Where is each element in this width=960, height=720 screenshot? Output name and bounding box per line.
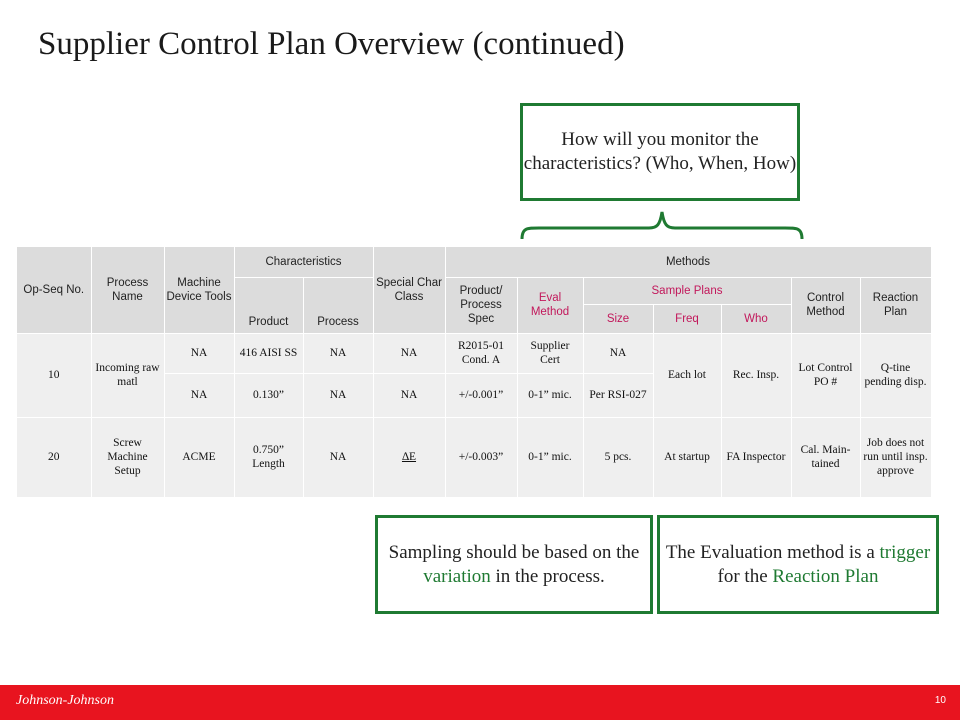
cell-control: Lot Control PO #: [791, 333, 860, 417]
cell-product: 0.750” Length: [234, 417, 303, 497]
cell-special: NA: [373, 373, 445, 417]
cell-spec: +/-0.001”: [445, 373, 517, 417]
cell-freq: At startup: [653, 417, 721, 497]
cell-machine: ACME: [164, 417, 234, 497]
callout-evaluation-text: [660, 541, 936, 589]
callout-sampling-highlight: variation: [423, 565, 491, 587]
footer-bar: [0, 685, 960, 720]
cell-who: Rec. Insp.: [721, 333, 791, 417]
cell-reaction: Q-tine pending disp.: [860, 333, 931, 417]
header-freq: Freq: [653, 304, 721, 333]
header-machine: Machine Device Tools: [164, 247, 234, 333]
callout-monitor-text: How will you monitor the characteristics? (Who, When, How): [523, 129, 797, 174]
cell-name: Screw Machine Setup: [91, 417, 164, 497]
header-eval-method: Eval Method: [517, 277, 583, 333]
header-special-char: Special Char Class: [373, 247, 445, 333]
cell-freq: Each lot: [653, 333, 721, 417]
cell-product: 0.130”: [234, 373, 303, 417]
cell-control: Cal. Main-tained: [791, 417, 860, 497]
callout-sampling-part2: in the process.: [490, 565, 605, 587]
callout-sampling-text: [378, 541, 650, 589]
cell-reaction: Job does not run until insp. approve: [860, 417, 931, 497]
header-size: Size: [583, 304, 653, 333]
cell-process: NA: [303, 373, 373, 417]
header-spec: Product/ Process Spec: [445, 277, 517, 333]
header-reaction-plan: Reaction Plan: [860, 277, 931, 333]
header-process: Process: [303, 277, 373, 333]
cell-op: 10: [17, 333, 91, 417]
cell-spec: +/-0.003”: [445, 417, 517, 497]
cell-size: NA: [583, 333, 653, 373]
cell-op: 20: [17, 417, 91, 497]
callout-eval-part1: The Evaluation method is a: [665, 541, 880, 563]
callout-eval-highlight1: trigger: [879, 541, 931, 563]
cell-eval: Supplier Cert: [517, 333, 583, 373]
cell-process: NA: [303, 417, 373, 497]
control-plan-table: [17, 247, 932, 498]
callout-monitor: [520, 103, 800, 201]
callout-eval-highlight2: Reaction Plan: [772, 565, 879, 587]
header-process-name: Process Name: [91, 247, 164, 333]
header-sample-plans: Sample Plans: [583, 277, 791, 304]
callout-eval-part2: for the: [717, 565, 773, 587]
header-control-method: Control Method: [791, 277, 860, 333]
header-who: Who: [721, 304, 791, 333]
cell-who: FA Inspector: [721, 417, 791, 497]
header-product: Product: [234, 277, 303, 333]
callout-sampling-part1: Sampling should be based on the: [388, 541, 640, 563]
callout-sampling: [375, 515, 653, 614]
cell-process: NA: [303, 333, 373, 373]
cell-machine: NA: [164, 373, 234, 417]
cell-special: ∆E: [373, 417, 445, 497]
cell-spec: R2015-01 Cond. A: [445, 333, 517, 373]
cell-special: NA: [373, 333, 445, 373]
bracket-icon: [519, 208, 805, 242]
cell-eval: 0-1” mic.: [517, 417, 583, 497]
cell-size: Per RSI-027: [583, 373, 653, 417]
cell-machine: NA: [164, 333, 234, 373]
header-op-seq: Op-Seq No.: [17, 247, 91, 333]
callout-evaluation: [657, 515, 939, 614]
cell-size: 5 pcs.: [583, 417, 653, 497]
cell-eval: 0-1” mic.: [517, 373, 583, 417]
company-logo: Johnson-Johnson: [16, 693, 114, 708]
page-number: 10: [934, 695, 946, 706]
slide-title: Supplier Control Plan Overview (continued): [38, 26, 625, 62]
header-methods: Methods: [445, 247, 931, 277]
cell-name: Incoming raw matl: [91, 333, 164, 417]
cell-product: 416 AISI SS: [234, 333, 303, 373]
header-characteristics: Characteristics: [234, 247, 373, 277]
